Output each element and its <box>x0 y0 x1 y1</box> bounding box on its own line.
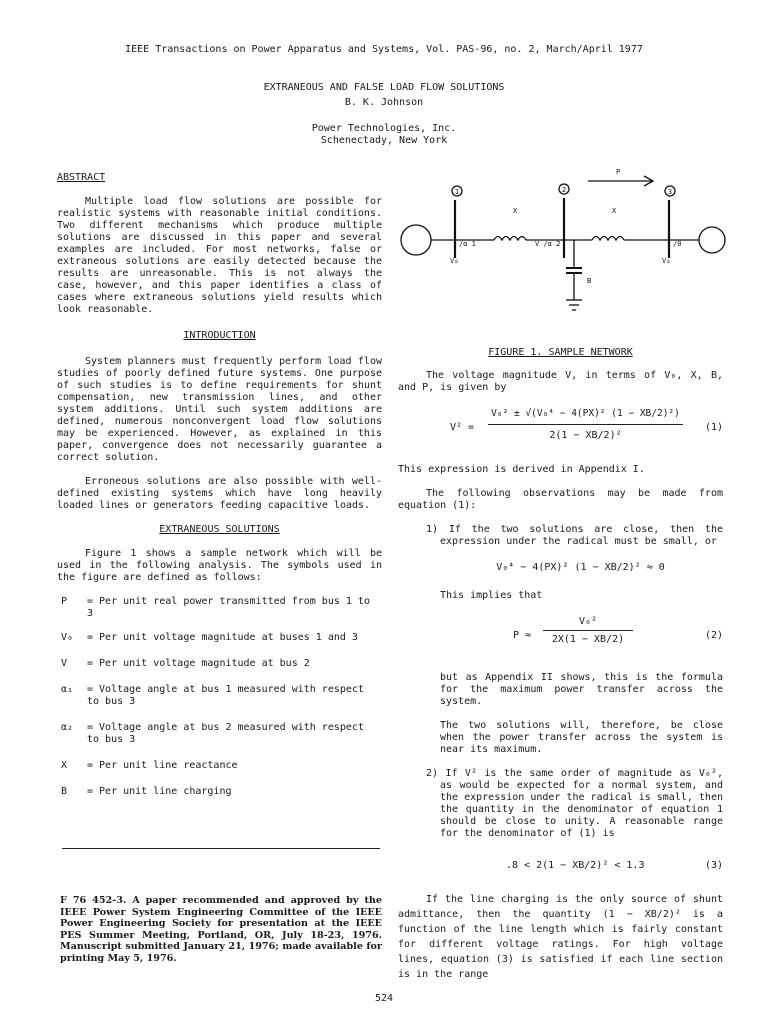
observations-intro: The following observations may be made from equation (1): <box>398 488 723 511</box>
observation-2-text: 2) If V² is the same order of magnitude as V₀², as would be expected for a normal system, and the expression under the radical is small, then the quantity in the denominator of equation 1 should be close to unity. A reasonable range for the denominator of (1) is <box>426 768 723 839</box>
observation-1-equation: V₀⁴ − 4(PX)² (1 − XB/2)² ≈ 0 <box>496 562 665 573</box>
equation-1 <box>398 402 723 456</box>
figure-angle-1: /α 1 <box>459 240 476 248</box>
right-column <box>398 370 723 982</box>
eq2-denominator: 2X(1 − XB/2) <box>551 634 625 645</box>
definition-row <box>57 684 382 708</box>
page-number: 524 <box>374 993 394 1004</box>
footnote: F 76 452-3. A paper recommended and approved by the IEEE Power System Engineering Committee of the IEEE Power Engineering Society for presentation at the IEEE PES Summer Meeting, Portland, OR, July 18-23, 1976. Manuscript submitted January 21, 1976; made available for printing May 5, 1976. <box>60 895 382 964</box>
inductor-left <box>494 237 526 241</box>
definition-symbol: V <box>61 658 68 669</box>
definition-row <box>57 786 382 798</box>
intro-paragraph-2: Erroneous solutions are also possible with well-defined existing systems which have long heavily loaded lines or generators feeding capacitive loads. <box>57 476 382 511</box>
voltage-intro: The voltage magnitude V, in terms of V₀, X, B, and P, is given by <box>398 370 723 393</box>
intro-paragraph-1: System planners must frequently perform load flow studies of poorly defined future systems. One purpose of such studies is to define requirements for shunt compensation, new transmission lines, and other system additions. Until such system additions are defined, numerous nonconvergent load flow solutions may be experienced. However, as explained in this paper, convergence does not necessarily guarantee a correct solution. <box>57 356 382 463</box>
author: B. K. Johnson <box>344 97 424 108</box>
definition-symbol: V₀ <box>61 632 74 643</box>
affiliation-location: Schenectady, New York <box>320 135 448 146</box>
eq2-fraction-bar <box>543 630 633 631</box>
introduction-heading: INTRODUCTION <box>183 330 256 341</box>
symbol-definitions <box>57 596 382 798</box>
definition-text: = Voltage angle at bus 1 measured with respect to bus 3 <box>87 684 364 707</box>
bus-1-number: 1 <box>454 188 460 196</box>
eq1-fraction-bar <box>488 424 683 425</box>
abstract-heading: ABSTRACT <box>57 172 106 183</box>
definition-symbol: α₁ <box>61 684 74 695</box>
bus-3-number: 3 <box>667 188 673 196</box>
definition-row <box>57 760 382 772</box>
definition-symbol: P <box>61 596 68 607</box>
eq1-denominator: 2(1 − XB/2)² <box>549 430 622 441</box>
definition-row <box>57 596 382 620</box>
inductor-right <box>592 237 624 241</box>
affiliation-company: Power Technologies, Inc. <box>311 123 457 134</box>
footnote-rule <box>62 848 380 849</box>
generator-left <box>401 225 431 255</box>
figure-angle-2: V /α 2 <box>535 240 561 248</box>
bus-2-number: 2 <box>561 186 567 194</box>
extraneous-paragraph: Figure 1 shows a sample network which will be used in the following analysis. The symbols used in the figure are defined as follows: <box>57 548 382 583</box>
observation-1-text: 1) If the two solutions are close, then the expression under the radical must be small, or <box>426 524 723 547</box>
eq1-lhs: V² = <box>450 422 475 433</box>
definition-row <box>57 632 382 644</box>
definition-text: = Per unit line reactance <box>87 760 238 771</box>
definition-text: = Voltage angle at bus 2 measured with respect to bus 3 <box>87 722 364 745</box>
definition-symbol: α₂ <box>61 722 74 733</box>
figure-v1-label: V₀ <box>450 257 459 265</box>
equation-3 <box>398 854 723 878</box>
max-power-text: but as Appendix II shows, this is the formula for the maximum power transfer across the system. <box>440 672 723 707</box>
journal-header: IEEE Transactions on Power Apparatus and Systems, Vol. PAS-96, no. 2, March/April 1977 <box>125 44 643 55</box>
abstract-text: Multiple load flow solutions are possible for realistic systems with reasonable initial conditions. Two different mechanisms which produce multiple solutions are discussed in this paper and several examples are included. For most networks, false or extraneous solutions are easily detected because the results are unreasonable. This is not always the case, however, and this paper identifies a class of cases where extraneous solutions yield results which look reasonable. <box>57 196 382 315</box>
observation-1 <box>398 524 723 756</box>
definition-text: = Per unit voltage magnitude at buses 1 and 3 <box>87 632 358 643</box>
definition-row <box>57 658 382 670</box>
definition-text: = Per unit real power transmitted from bus 1 to 3 <box>87 596 370 619</box>
figure-sample-network <box>396 160 726 320</box>
definition-symbol: B <box>61 786 68 797</box>
figure-caption-wrap <box>398 347 723 359</box>
definition-symbol: X <box>61 760 68 771</box>
close-solutions-text: The two solutions will, therefore, be close when the power transfer across the system is near its maximum. <box>440 720 723 755</box>
eq2-number: (2) <box>704 630 723 641</box>
definition-text: = Per unit line charging <box>87 786 232 797</box>
eq1-number: (1) <box>704 422 723 433</box>
definition-row <box>57 722 382 746</box>
figure-v3-label: V₀ <box>662 257 671 265</box>
figure-x-label-right: X <box>612 207 617 215</box>
eq3-number: (3) <box>704 860 723 871</box>
eq1-numerator: V₀² ± √(V₀⁴ − 4(PX)² (1 − XB/2)²) <box>491 408 680 419</box>
figure-p-label: P <box>616 168 621 176</box>
appendix-note: This expression is derived in Appendix I. <box>398 464 645 475</box>
figure-angle-3: /0 <box>673 240 682 248</box>
definition-text: = Per unit voltage magnitude at bus 2 <box>87 658 310 669</box>
paper-title: EXTRANEOUS AND FALSE LOAD FLOW SOLUTIONS <box>263 82 505 93</box>
line-charging-paragraph: If the line charging is the only source of shunt admittance, then the quantity (1 − XB/2)² is a function of the line length which is fairly constant for different voltage ratings. For high voltage lines, equation (3) is satisfied if each line section is in the range <box>398 894 723 980</box>
figure-b-label: B <box>587 277 592 285</box>
figure-x-label-left: X <box>513 207 518 215</box>
generator-right <box>699 227 725 253</box>
eq2-numerator: V₀² <box>578 616 598 627</box>
eq2-lhs: P ≈ <box>513 630 532 641</box>
equation-2 <box>398 614 723 658</box>
implies-text: This implies that <box>440 590 543 601</box>
eq3-expression: .8 < 2(1 − XB/2)² < 1.3 <box>506 860 645 871</box>
left-column <box>57 172 382 798</box>
extraneous-heading: EXTRANEOUS SOLUTIONS <box>159 524 280 535</box>
figure-caption: FIGURE 1. SAMPLE NETWORK <box>488 347 633 358</box>
